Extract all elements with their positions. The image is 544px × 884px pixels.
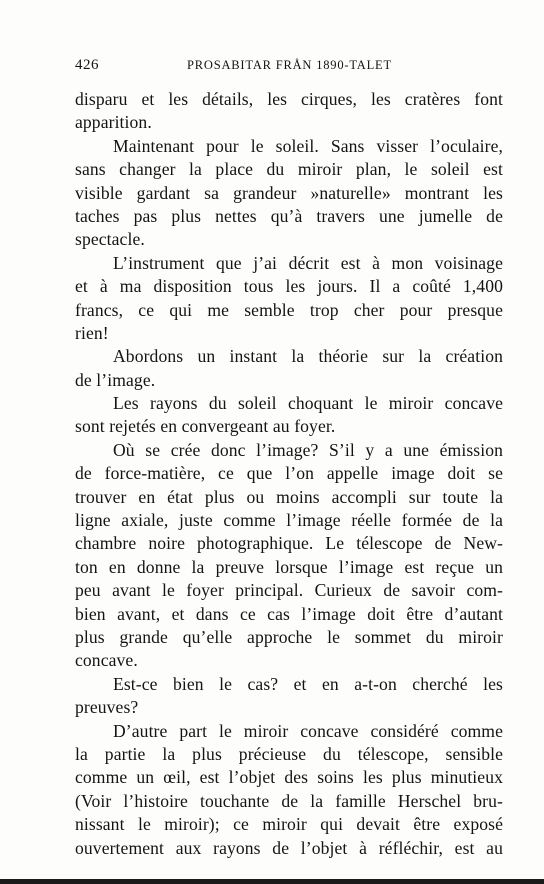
- text-line: ligne axiale, juste comme l’image réelle formée de la: [75, 510, 503, 531]
- text-line: (Voir l’histoire touchante de la famille Herschel bru-: [75, 790, 503, 811]
- text-line: de l’image.: [75, 369, 156, 390]
- text-line: Est-ce bien le cas? et en a-t-on cherché les: [113, 673, 503, 694]
- text-line: Où se crée donc l’image? S’il y a une émission: [113, 439, 503, 460]
- text-line: Les rayons du soleil choquant le miroir concave: [113, 393, 503, 414]
- text-line: Abordons un instant la théorie sur la création: [113, 346, 503, 367]
- text-line: francs, ce qui me semble trop cher pour presque: [75, 299, 503, 320]
- text-line: spectacle.: [75, 229, 145, 250]
- text-line: trouver en état plus ou moins accompli sur toute la: [75, 486, 503, 507]
- text-line: sont rejetés en convergeant au foyer.: [75, 416, 336, 437]
- text-line: peu avant le foyer principal. Curieux de savoir com-: [75, 580, 503, 601]
- page-number: 426: [75, 57, 99, 73]
- text-line: sans changer la place du miroir plan, le soleil est: [75, 159, 503, 180]
- text-line: visible gardant sa grandeur »naturelle» montrant les: [75, 182, 503, 203]
- text-line: concave.: [75, 650, 138, 671]
- text-line: comme un œil, est l’objet des soins les plus minutieux: [75, 767, 503, 788]
- text-line: chambre noire photographique. Le télescope de New-: [75, 533, 503, 554]
- text-line: preuves?: [75, 697, 139, 718]
- text-line: D’autre part le miroir concave considéré comme: [113, 720, 503, 741]
- text-line: rien!: [75, 322, 109, 343]
- text-line: Maintenant pour le soleil. Sans visser l’oculaire,: [113, 135, 503, 156]
- running-title: PROSABITAR FRÅN 1890-TALET: [187, 58, 392, 72]
- running-head: [75, 57, 503, 77]
- text-line: bien avant, et dans ce cas l’image doit être d’autant: [75, 603, 503, 624]
- text-line: ouvertement aux rayons de l’objet à réfléchir, est au: [75, 837, 503, 858]
- text-line: L’instrument que j’ai décrit est à mon voisinage: [113, 252, 503, 273]
- text-line: et à ma disposition tous les jours. Il a coûté 1,400: [75, 276, 503, 297]
- text-line: ton en donne la preuve lorsque l’image est reçue un: [75, 556, 503, 577]
- text-line: apparition.: [75, 112, 152, 133]
- text-line: la partie la plus précieuse du télescope, sensible: [75, 743, 503, 764]
- text-line: de force-matière, ce que l’on appelle image doit se: [75, 463, 503, 484]
- body-text: [75, 88, 503, 860]
- text-line: nissant le miroir); ce miroir qui devait être exposé: [75, 814, 503, 835]
- text-line: plus grande qu’elle approche le sommet du miroir: [75, 626, 503, 647]
- text-line: taches pas plus nettes qu’à travers une jumelle de: [75, 205, 503, 226]
- scan-bottom-border: [0, 879, 544, 884]
- text-line: disparu et les détails, les cirques, les cratères font: [75, 89, 503, 109]
